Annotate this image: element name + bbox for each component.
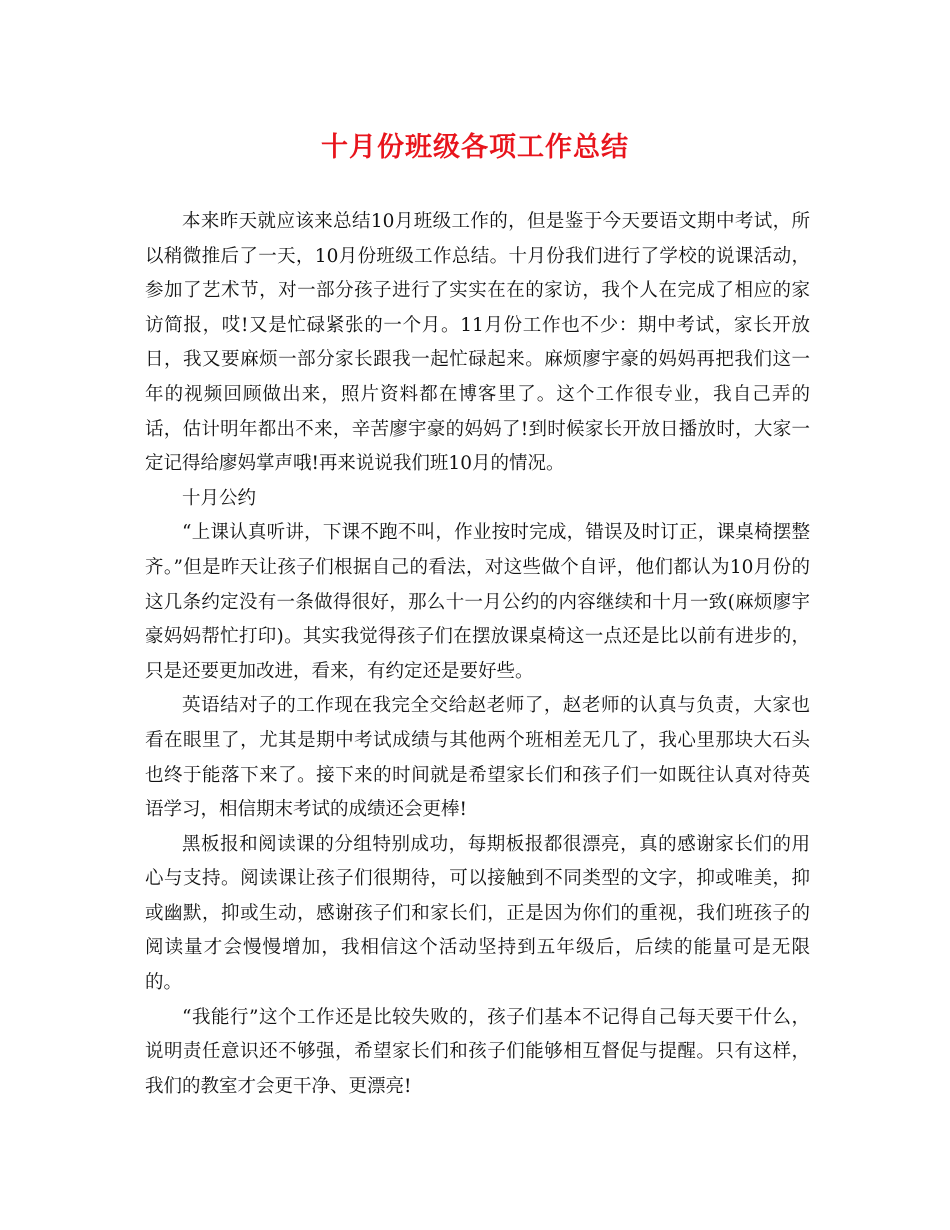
- paragraph-i-can-do-it: “我能行”这个工作还是比较失败的，孩子们基本不记得自己每天要干什么，说明责任意识还不够强，希望家长们和孩子们能够相互督促与提醒。只有这样，我们的教室才会更干净、更漂亮!: [145, 1006, 810, 1097]
- paragraph-english-pairing: 英语结对子的工作现在我完全交给赵老师了，赵老师的认真与负责，大家也看在眼里了，尤其是期中考试成绩与其他两个班相差无几了，我心里那块大石头也终于能落下来了。接下来的时间就是希望家长们和孩子们一如既往认真对待英语学习，相信期末考试的成绩还会更棒!: [145, 695, 810, 821]
- paragraph-intro: 本来昨天就应该来总结10月班级工作的，但是鉴于今天要语文期中考试，所以稍微推后了一天，10月份班级工作总结。十月份我们进行了学校的说课活动，参加了艺术节，对一部分孩子进行了实实在在的家访，我个人在完成了相应的家访简报，哎!又是忙碌紧张的一个月。11月份工作也不少：期中考试，家长开放日，我又要麻烦一部分家长跟我一起忙碌起来。麻烦廖宇豪的妈妈再把我们这一年的视频回顾做出来，照片资料都在博客里了。这个工作很专业，我自己弄的话，估计明年都出不来，辛苦廖宇豪的妈妈了!到时候家长开放日播放时，大家一定记得给廖妈掌声哦!再来说说我们班10月的情况。: [145, 211, 810, 475]
- document-title: 十月份班级各项工作总结: [321, 132, 629, 163]
- paragraph-october-pact: “上课认真听讲，下课不跑不叫，作业按时完成，错误及时订正，课桌椅摆整齐。”但是昨天让孩子们根据自己的看法，对这些做个自评，他们都认为10月份的这几条约定没有一条做得很好，那么十一月公约的内容继续和十月一致(麻烦廖宇豪妈妈帮忙打印)。其实我觉得孩子们在摆放课桌椅这一点还是比以前有进步的，只是还要更加改进，看来，有约定还是要好些。: [145, 522, 810, 682]
- paragraph-blackboard-reading: 黑板报和阅读课的分组特别成功，每期板报都很漂亮，真的感谢家长们的用心与支持。阅读课让孩子们很期待，可以接触到不同类型的文字，抑或唯美，抑或幽默，抑或生动，感谢孩子们和家长们，正是因为你们的重视，我们班孩子的阅读量才会慢慢增加，我相信这个活动坚持到五年级后，后续的能量可是无限的。: [145, 833, 810, 994]
- paragraph-heading-october-pact: 十月公约: [182, 487, 257, 509]
- document-body: [145, 205, 810, 1104]
